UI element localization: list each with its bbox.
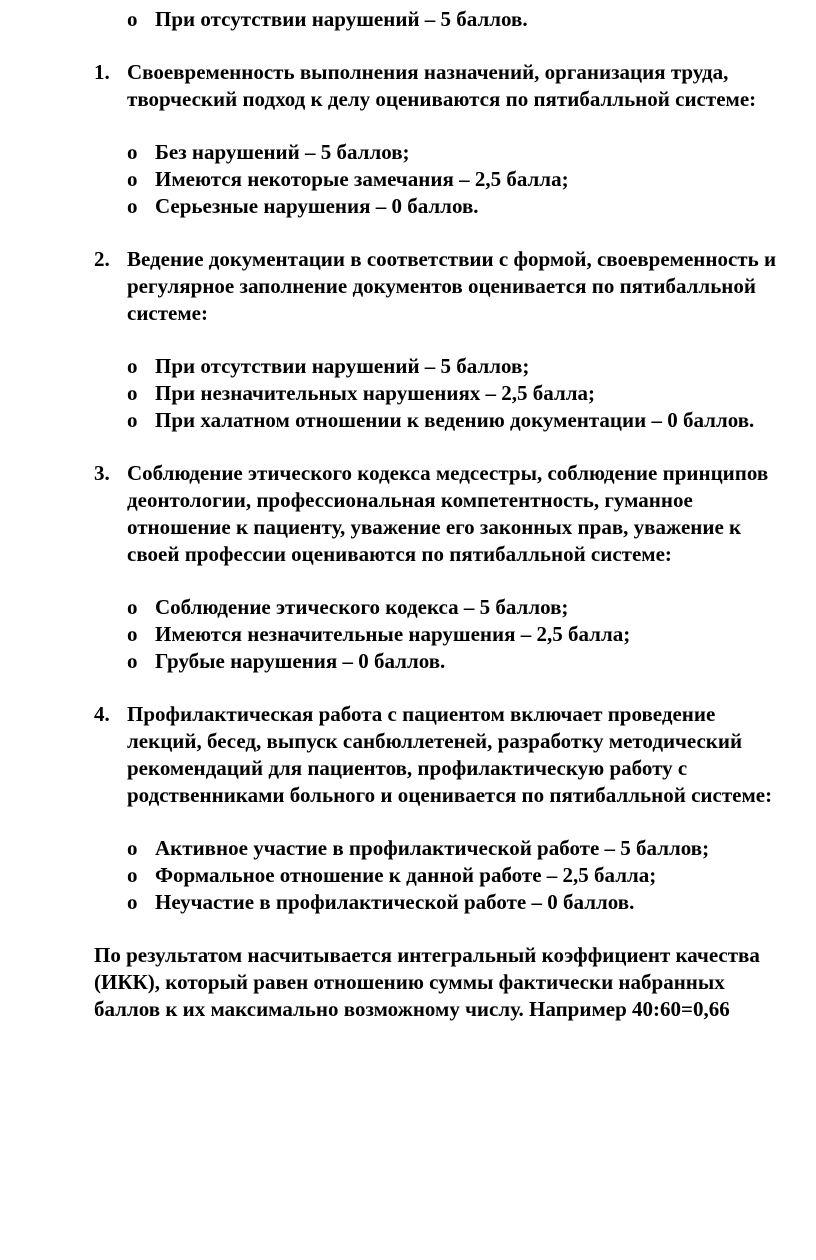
- item-text: Ведение документации в соответствии с формой, своевременность и регулярное заполнение документов оценивается по пятибалльной системе:: [127, 247, 777, 325]
- item-text: Профилактическая работа с пациентом включает проведение лекций, бесед, выпуск санбюллетеней, разработку методический рекомендаций для пациентов, профилактическую работу с родственниками больного и оценивается по пятибалльной системе:: [127, 702, 773, 807]
- bullet-group: [127, 353, 790, 434]
- bullet-text: Активное участие в профилактической работе – 5 баллов;: [155, 836, 710, 860]
- bullet-marker: o: [127, 595, 138, 619]
- list-item: [127, 353, 790, 380]
- bullet-text: Формальное отношение к данной работе – 2,5 балла;: [155, 863, 657, 887]
- bullet-text: При халатном отношении к ведению документации – 0 баллов.: [155, 408, 755, 432]
- bullet-text: Грубые нарушения – 0 баллов.: [155, 649, 446, 673]
- bullet-text: При незначительных нарушениях – 2,5 балла;: [155, 381, 596, 405]
- bullet-text: При отсутствии нарушений – 5 баллов.: [155, 7, 528, 31]
- numbered-item: [94, 460, 790, 568]
- list-item: [127, 6, 790, 33]
- list-item: [127, 862, 790, 889]
- bullet-group: [127, 835, 790, 916]
- closing-paragraph: По результатом насчитывается интегральный коэффициент качества (ИКК), который равен отношению суммы фактически набранных баллов к их максимально возможному числу. Например 40:60=0,66: [94, 943, 760, 1021]
- item-number: 1.: [94, 60, 110, 84]
- intro-bullet-group: [127, 6, 790, 33]
- item-number: 4.: [94, 702, 110, 726]
- list-item: [127, 889, 790, 916]
- bullet-marker: o: [127, 622, 138, 646]
- bullet-marker: o: [127, 836, 138, 860]
- list-item: [127, 166, 790, 193]
- bullet-marker: o: [127, 140, 138, 164]
- list-item: [127, 139, 790, 166]
- bullet-marker: o: [127, 649, 138, 673]
- list-item: [127, 621, 790, 648]
- bullet-marker: o: [127, 354, 138, 378]
- list-item: [127, 193, 790, 220]
- bullet-marker: o: [127, 381, 138, 405]
- numbered-item: [94, 246, 790, 327]
- bullet-marker: o: [127, 194, 138, 218]
- bullet-marker: o: [127, 890, 138, 914]
- list-item: [127, 407, 790, 434]
- bullet-marker: o: [127, 167, 138, 191]
- bullet-text: Соблюдение этического кодекса – 5 баллов;: [155, 595, 569, 619]
- list-item: [127, 594, 790, 621]
- bullet-marker: o: [127, 863, 138, 887]
- numbered-item: [94, 701, 790, 809]
- item-number: 3.: [94, 461, 110, 485]
- bullet-group: [127, 139, 790, 220]
- list-item: [127, 648, 790, 675]
- list-item: [127, 380, 790, 407]
- bullet-group: [127, 594, 790, 675]
- bullet-marker: o: [127, 7, 138, 31]
- bullet-text: При отсутствии нарушений – 5 баллов;: [155, 354, 530, 378]
- bullet-text: Без нарушений – 5 баллов;: [155, 140, 410, 164]
- numbered-item: [94, 59, 790, 113]
- item-text: Своевременность выполнения назначений, организация труда, творческий подход к делу оцениваются по пятибалльной системе:: [127, 60, 757, 111]
- bullet-text: Имеются некоторые замечания – 2,5 балла;: [155, 167, 569, 191]
- bullet-text: Имеются незначительные нарушения – 2,5 балла;: [155, 622, 631, 646]
- item-number: 2.: [94, 247, 110, 271]
- bullet-text: Серьезные нарушения – 0 баллов.: [155, 194, 479, 218]
- bullet-text: Неучастие в профилактической работе – 0 баллов.: [155, 890, 635, 914]
- list-item: [127, 835, 790, 862]
- bullet-marker: o: [127, 408, 138, 432]
- item-text: Соблюдение этического кодекса медсестры, соблюдение принципов деонтологии, профессиональная компетентность, гуманное отношение к пациенту, уважение его законных прав, уважение к своей профессии оцениваются по пятибалльной системе:: [127, 461, 769, 566]
